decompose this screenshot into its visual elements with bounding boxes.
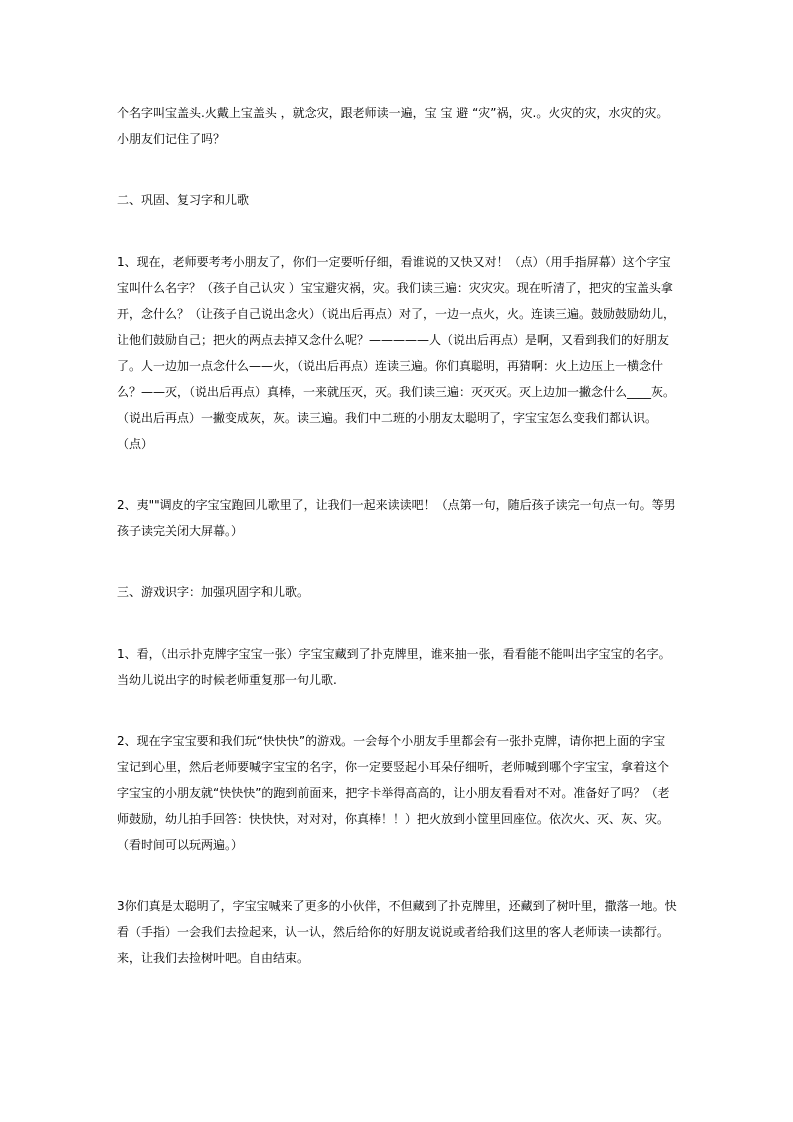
section-heading-game: 三、游戏识字：加强巩固字和儿歌。 xyxy=(117,585,310,599)
game-step-1-paragraph: 1、看，（出示扑克牌字宝宝一张）字宝宝藏到了扑克牌里，谁来抽一张，看看能不能叫出字宝宝的名字。当幼儿说出字的时候老师重复那一句儿歌. xyxy=(117,647,671,687)
game-step-2-paragraph: 2、现在字宝宝要和我们玩“快快快”的游戏。一会每个小朋友手里都会有一张扑克牌，请你把上面的字宝宝记到心里，然后老师要喊字宝宝的名字，你一定要竖起小耳朵仔细听，老师喊到哪个字宝宝，拿着这个字宝宝的小朋友就“快快快”的跑到前面来，把字卡举得高高的，让小朋友看看对不对。准备好了吗？（老师鼓励，幼儿拍手回答：快快快，对对对，你真棒！！）把火放到小筐里回座位。依次火、灭、灰、灾。（看时间可以玩两遍。） xyxy=(117,734,670,852)
section-heading-review: 二、巩固、复习字和儿歌 xyxy=(117,193,250,207)
review-step-2-paragraph: 2、夷""调皮的字宝宝跑回儿歌里了，让我们一起来读读吧！（点第一句，随后孩子读完一句点一句。等男孩子读完关闭大屏幕。） xyxy=(117,498,676,538)
review-step-1-paragraph: 1、现在，老师要考考小朋友了，你们一定要听仔细，看谁说的又快又对！（点）（用手指屏幕）这个字宝宝叫什么名字？（孩子自己认灾 ）宝宝避灾祸，灾。我们读三遍：灾灾灾。现在听清了，把灾的宝盖头拿开，念什么？（让孩子自己说出念火）（说出后再点）对了，一边一点火，火。连读三遍。鼓励鼓励幼儿，让他们鼓励自己；把火的两点去掉又念什么呢？—————人（说出后再点）是啊，又看到我们的好朋友了。人一边加一点念什么——火，（说出后再点）连读三遍。你们真聪明，再猜啊：火上边压上一横念什么？——灭，（说出后再点）真棒，一来就压灭，灭。我们读三遍：灭灭灭。灭上边加一撇念什么____灰。（说出后再点）一撇变成灰，灰。读三遍。我们中二班的小朋友太聪明了，字宝宝怎么变我们都认识。（点） xyxy=(117,255,676,451)
document-page xyxy=(117,100,677,971)
intro-paragraph: 个名字叫宝盖头.火戴上宝盖头 ，就念灾，跟老师读一遍，宝 宝 避 “灾”祸，灾.。火灾的灾，水灾的灾。小朋友们记住了吗？ xyxy=(117,106,669,146)
game-step-3-paragraph: 3你们真是太聪明了，字宝宝喊来了更多的小伙伴，不但藏到了扑克牌里，还藏到了树叶里，撒落一地。快看（手指）一会我们去捡起来，认一认，然后给你的好朋友说说或者给我们这里的客人老师读一读都行。来，让我们去捡树叶吧。自由结束。 xyxy=(117,899,677,965)
